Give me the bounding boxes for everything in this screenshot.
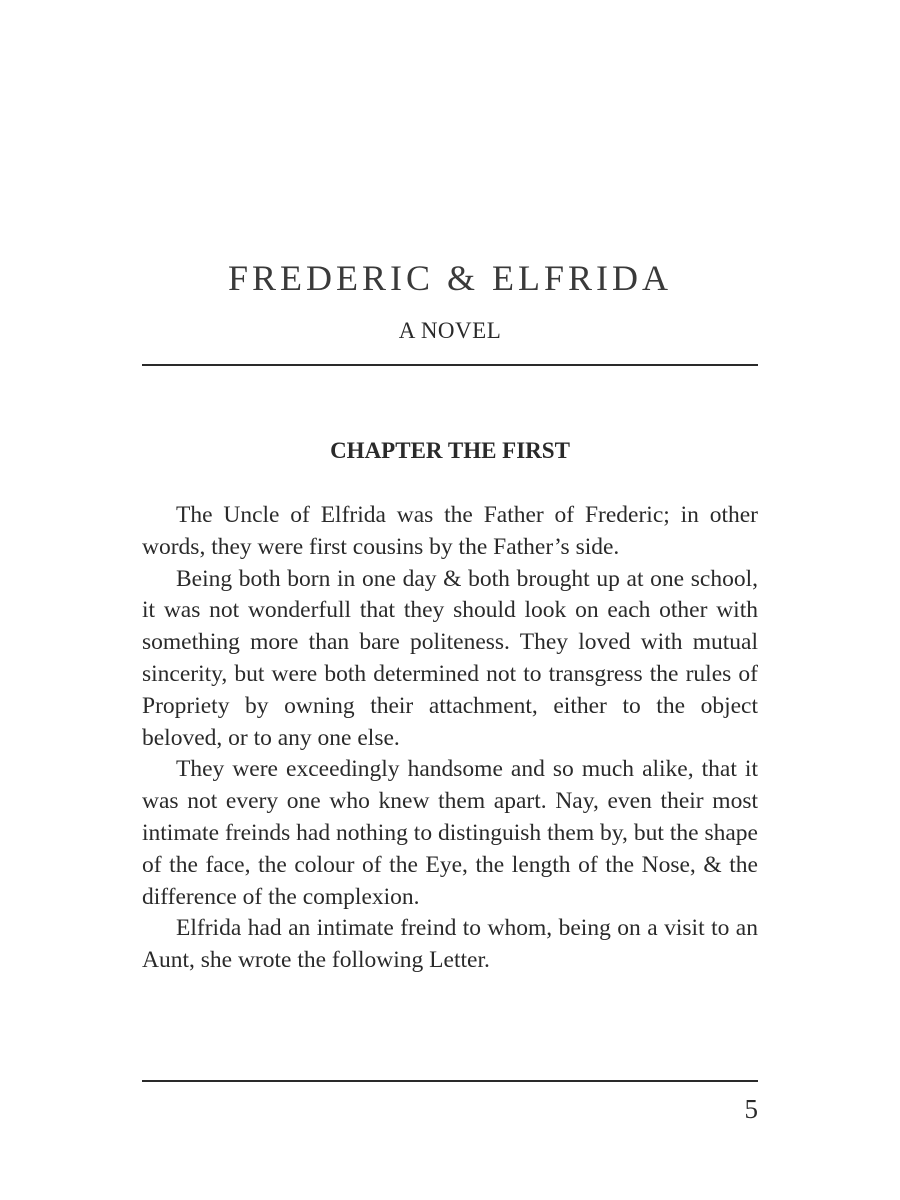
paragraph: They were exceedingly handsome and so much alike, that it was not every one who knew them apart. Nay, even their most intimate freinds had nothing to distinguish them by, but the shape of the face, the colour of the Eye, the length of the Nose, & the difference of the complexion. <box>142 756 758 910</box>
paragraph: Being both born in one day & both brought up at one school, it was not wonderfull that they should look on each other with something more than bare politeness. They loved with mutual sincerity, but were both determined not to transgress the rules of Propriety by owning their attachment, either to the object beloved, or to any one else. <box>142 565 758 751</box>
paragraph: Elfrida had an intimate freind to whom, being on a visit to an Aunt, she wrote the following Letter. <box>142 915 758 974</box>
chapter-heading: CHAPTER THE FIRST <box>330 438 570 463</box>
chapter-body <box>142 500 758 977</box>
paragraph: The Uncle of Elfrida was the Father of Frederic; in other words, they were first cousins by the Father’s side. <box>142 502 758 560</box>
book-title: FREDERIC & ELFRIDA <box>227 258 673 298</box>
footer-divider <box>142 1080 758 1082</box>
book-subtitle: A NOVEL <box>398 318 502 343</box>
header-divider <box>142 364 758 366</box>
page-number: 5 <box>744 1094 758 1124</box>
